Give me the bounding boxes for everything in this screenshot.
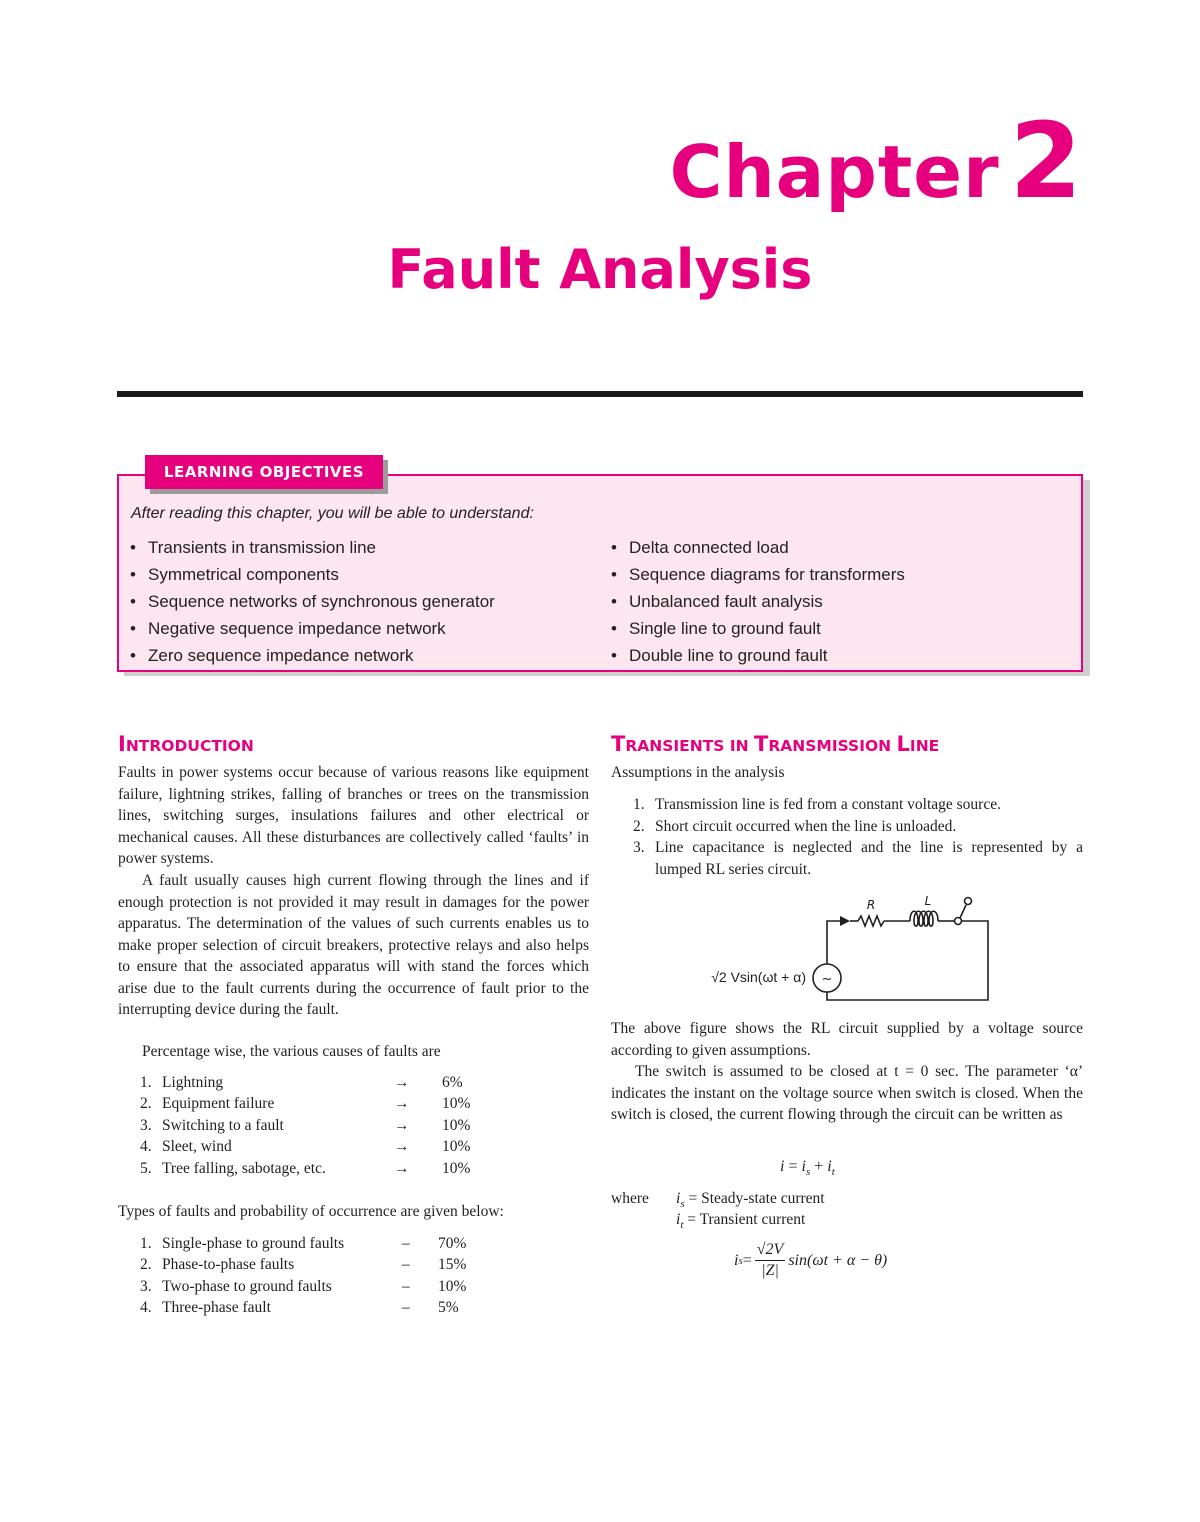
table-row bbox=[140, 1255, 466, 1277]
objectives-tab: LEARNING OBJECTIVES bbox=[145, 455, 383, 489]
list-item bbox=[611, 837, 1083, 880]
eq-operator: = bbox=[784, 1158, 802, 1175]
cause-percent: 10% bbox=[442, 1159, 471, 1177]
cause-percent: 10% bbox=[442, 1138, 471, 1156]
row-number: 4. bbox=[140, 1138, 152, 1156]
circuit-wire bbox=[827, 921, 988, 1000]
cause-name: Tree falling, sabotage, etc. bbox=[162, 1159, 326, 1177]
heading-rest: NTRODUCTION bbox=[125, 737, 254, 755]
objective-item: • Delta connected load bbox=[611, 535, 905, 562]
fault-type-percent: 70% bbox=[438, 1234, 467, 1252]
fault-type-percent: 5% bbox=[438, 1299, 459, 1317]
intro-paragraph-3: Percentage wise, the various causes of faults are bbox=[142, 1043, 441, 1060]
eq-subscript: t bbox=[831, 1166, 835, 1178]
eq-subscript: t bbox=[680, 1219, 684, 1231]
row-number: 2. bbox=[140, 1095, 152, 1113]
arrow: → bbox=[394, 1159, 410, 1177]
objectives-list-left bbox=[130, 535, 495, 670]
transients-heading bbox=[611, 732, 939, 756]
eq-operator: = bbox=[742, 1251, 752, 1269]
item-number: 2. bbox=[633, 817, 645, 835]
objective-item: • Sequence diagrams for transformers bbox=[611, 562, 905, 589]
arrow: → bbox=[394, 1138, 410, 1156]
dash: – bbox=[402, 1277, 410, 1295]
current-equation bbox=[780, 1158, 835, 1178]
item-number: 3. bbox=[633, 839, 645, 856]
cause-name: Lightning bbox=[162, 1073, 224, 1091]
chapter-title: Fault Analysis bbox=[387, 238, 813, 301]
figure-description: The above figure shows the RL circuit supplied by a voltage source according to given assumptions. bbox=[611, 1020, 1083, 1059]
heading-initial: L bbox=[896, 732, 910, 756]
dash: – bbox=[402, 1256, 410, 1274]
arrow: → bbox=[394, 1073, 410, 1091]
heading-rest: IN bbox=[729, 737, 754, 755]
eq-symbol: i bbox=[801, 1158, 806, 1175]
fraction-denominator: |Z| bbox=[761, 1262, 779, 1279]
row-number: 1. bbox=[140, 1073, 152, 1091]
row-number: 4. bbox=[140, 1299, 152, 1317]
switch-blade bbox=[960, 905, 966, 918]
cause-percent: 6% bbox=[442, 1073, 463, 1091]
item-text: Line capacitance is neglected and the line is represented by a lumped RL series circuit. bbox=[655, 839, 1083, 878]
objective-item: • Unbalanced fault analysis bbox=[611, 589, 905, 616]
list-item bbox=[611, 794, 1083, 816]
resistor-label: R bbox=[866, 898, 876, 912]
where-line-transient bbox=[676, 1211, 805, 1231]
current-arrow bbox=[840, 916, 850, 926]
cause-name: Switching to a fault bbox=[162, 1116, 284, 1134]
sine-term: sin(ωt + α − θ) bbox=[788, 1251, 888, 1269]
item-text: Short circuit occurred when the line is unloaded. bbox=[655, 817, 957, 835]
eq-subscript: s bbox=[738, 1254, 743, 1267]
objective-item: • Double line to ground fault bbox=[611, 643, 905, 670]
objectives-list-right bbox=[611, 535, 905, 670]
heading-rest: RANSIENTS bbox=[625, 737, 730, 755]
definition-text: = Steady-state current bbox=[684, 1190, 825, 1207]
introduction-heading bbox=[118, 732, 254, 756]
inductor-label: L bbox=[924, 894, 932, 908]
fraction bbox=[755, 1240, 786, 1281]
where-label: where bbox=[611, 1190, 649, 1207]
where-line-steady bbox=[676, 1190, 825, 1210]
row-number: 3. bbox=[140, 1277, 152, 1295]
eq-subscript: s bbox=[680, 1198, 685, 1210]
fault-type-name: Single-phase to ground faults bbox=[162, 1234, 345, 1252]
chapter-heading bbox=[670, 100, 1082, 222]
item-number: 1. bbox=[633, 796, 645, 813]
cause-name: Sleet, wind bbox=[162, 1138, 232, 1156]
assumptions-list bbox=[611, 794, 1083, 880]
heading-rest: INE bbox=[909, 737, 940, 755]
row-number: 3. bbox=[140, 1116, 152, 1134]
table-row bbox=[140, 1233, 466, 1255]
fraction-numerator: √2V bbox=[755, 1240, 786, 1261]
arrow: → bbox=[394, 1116, 410, 1134]
eq-subscript: s bbox=[805, 1166, 811, 1178]
assumptions-intro: Assumptions in the analysis bbox=[611, 764, 785, 781]
table-row bbox=[140, 1072, 470, 1094]
switch-paragraph: The switch is assumed to be closed at t = 0 sec. The parameter ‘α’ indicates the instant on the voltage source when switch is closed. When the switch is closed, the current flowing through the circuit can be written as bbox=[611, 1063, 1083, 1123]
table-row bbox=[140, 1094, 470, 1116]
heading-initial: I bbox=[118, 732, 126, 756]
definition-text: = Transient current bbox=[683, 1211, 806, 1228]
table-row bbox=[140, 1158, 470, 1180]
eq-symbol: i bbox=[676, 1190, 681, 1207]
fault-type-name: Two-phase to ground faults bbox=[162, 1277, 332, 1295]
fault-type-percent: 15% bbox=[438, 1256, 467, 1274]
eq-symbol: i bbox=[676, 1211, 681, 1228]
row-number: 1. bbox=[140, 1234, 152, 1252]
fault-type-name: Three-phase fault bbox=[162, 1299, 271, 1317]
arrow: → bbox=[394, 1095, 410, 1113]
source-label: √2 Vsin(ωt + α) bbox=[711, 969, 806, 985]
eq-symbol: i bbox=[780, 1158, 785, 1175]
list-item bbox=[611, 816, 1083, 838]
eq-symbol: i bbox=[827, 1158, 832, 1175]
row-number: 2. bbox=[140, 1256, 152, 1274]
heading-initial: T bbox=[611, 732, 626, 756]
dash: – bbox=[402, 1234, 410, 1252]
cause-percent: 10% bbox=[442, 1116, 471, 1134]
heading-initial: T bbox=[754, 732, 769, 756]
table-row bbox=[140, 1137, 470, 1159]
cause-percent: 10% bbox=[442, 1095, 471, 1113]
eq-operator: + bbox=[810, 1158, 828, 1175]
resistor-symbol bbox=[858, 916, 884, 926]
objective-item: • Symmetrical components bbox=[130, 562, 495, 589]
table-row bbox=[140, 1276, 466, 1298]
objective-item: • Single line to ground fault bbox=[611, 616, 905, 643]
table-row bbox=[140, 1115, 470, 1137]
objective-item: • Zero sequence impedance network bbox=[130, 643, 495, 670]
title-divider bbox=[117, 391, 1083, 397]
row-number: 5. bbox=[140, 1159, 152, 1177]
fault-types-intro: Types of faults and probability of occurrence are given below: bbox=[118, 1203, 504, 1220]
circuit-wire bbox=[827, 921, 840, 968]
item-text: Transmission line is fed from a constant voltage source. bbox=[655, 796, 1001, 813]
cause-name: Equipment failure bbox=[162, 1095, 275, 1113]
chapter-word: Chapter bbox=[669, 130, 1000, 214]
fault-causes-table bbox=[140, 1072, 470, 1180]
fault-type-percent: 10% bbox=[438, 1277, 467, 1295]
eq-symbol: i bbox=[734, 1251, 739, 1269]
heading-rest: RANSMISSION bbox=[768, 737, 897, 755]
objectives-intro: After reading this chapter, you will be able to understand: bbox=[131, 505, 534, 522]
table-row bbox=[140, 1298, 466, 1320]
fault-type-name: Phase-to-phase faults bbox=[162, 1256, 295, 1274]
fault-types-table bbox=[140, 1233, 466, 1319]
source-symbol: ~ bbox=[821, 972, 833, 987]
objective-item: • Transients in transmission line bbox=[130, 535, 495, 562]
intro-paragraph-2: A fault usually causes high current flowing through the lines and if enough protection is not provided it may result in damages for the power apparatus. The determination of the values of such currents enables us to make proper selection of circuit breakers, protective relays and also helps to ensure that the associated apparatus will with stand the forces which arise due to the fault currents during the occurrence of fault prior to the interrupting device during the fault. bbox=[118, 872, 589, 1018]
steady-state-equation bbox=[734, 1240, 887, 1281]
intro-paragraph-1: Faults in power systems occur because of various reasons like equipment failure, lightning strikes, falling of branches or trees on the transmission lines, switching surges, insulations failures and other electrical or mechanical causes. All these disturbances are collectively called ‘faults’ in power systems. bbox=[118, 764, 589, 867]
dash: – bbox=[402, 1299, 410, 1317]
switch-contact bbox=[955, 918, 962, 925]
objective-item: • Sequence networks of synchronous generator bbox=[130, 589, 495, 616]
inductor-symbol bbox=[910, 911, 938, 926]
chapter-number: 2 bbox=[1009, 100, 1082, 222]
switch-contact bbox=[965, 898, 972, 905]
rl-circuit-diagram bbox=[690, 888, 1000, 1008]
objective-item: • Negative sequence impedance network bbox=[130, 616, 495, 643]
